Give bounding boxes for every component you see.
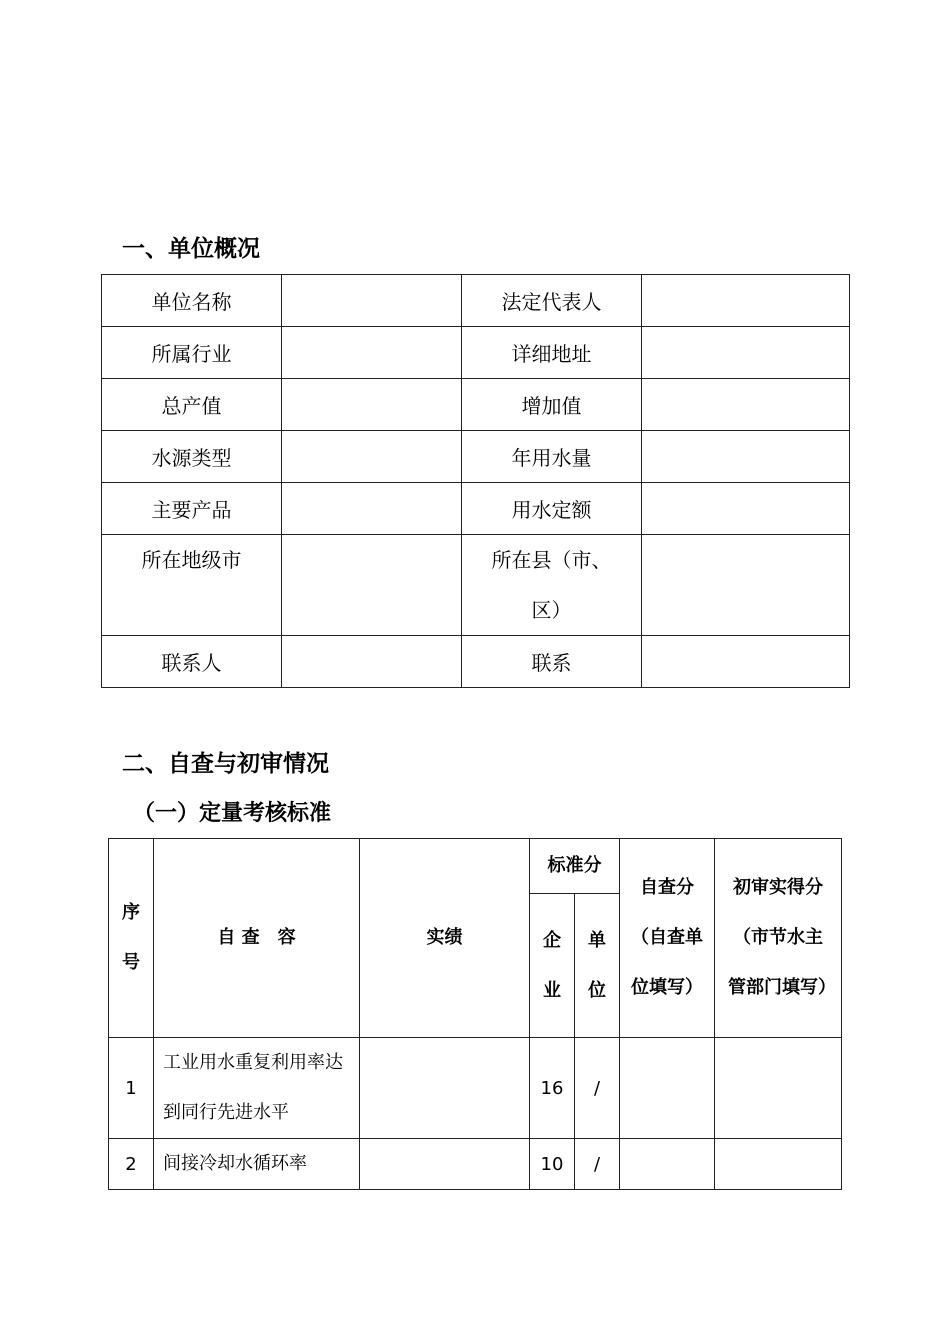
header-content: 自 查 容: [154, 839, 360, 1038]
value-cell[interactable]: [642, 535, 850, 636]
label-city: 所在地级市: [102, 535, 282, 636]
header-unit: [575, 894, 620, 1038]
label-county: [462, 535, 642, 636]
row-unit-score: /: [575, 1139, 620, 1190]
value-cell[interactable]: [282, 275, 462, 327]
row-enterprise-score: 16: [530, 1038, 575, 1139]
label-contact: 联系: [462, 636, 642, 688]
header-review-score: [715, 839, 842, 1038]
table-row: [102, 431, 850, 483]
row-self-score[interactable]: [620, 1038, 715, 1139]
header-enterprise-text: 企业: [543, 929, 561, 1001]
header-self-score-text: 自查分（自查单位填写）: [631, 877, 703, 998]
table-row: [102, 275, 850, 327]
table-row: [102, 483, 850, 535]
label-contact-person: 联系人: [102, 636, 282, 688]
label-address: 详细地址: [462, 327, 642, 379]
row-content: 间接冷却水循环率: [154, 1139, 360, 1190]
header-enterprise: [530, 894, 575, 1038]
label-water-source: 水源类型: [102, 431, 282, 483]
value-cell[interactable]: [282, 483, 462, 535]
label-annual-water: 年用水量: [462, 431, 642, 483]
table-row: [102, 379, 850, 431]
header-review-score-text: 初审实得分（市节水主管部门填写）: [728, 877, 836, 998]
table-row: [102, 327, 850, 379]
table-row: [102, 636, 850, 688]
value-cell[interactable]: [282, 535, 462, 636]
row-content: 工业用水重复利用率达到同行先进水平: [154, 1038, 360, 1139]
header-seq-text: 序号: [122, 902, 140, 973]
value-cell[interactable]: [282, 379, 462, 431]
label-unit-name: 单位名称: [102, 275, 282, 327]
label-legal-rep: 法定代表人: [462, 275, 642, 327]
table-row: [102, 535, 850, 636]
value-cell[interactable]: [642, 327, 850, 379]
row-performance[interactable]: [360, 1038, 530, 1139]
unit-overview-table: [101, 274, 850, 688]
row-review-score[interactable]: [715, 1139, 842, 1190]
table-row: [109, 1139, 842, 1190]
header-seq: [109, 839, 154, 1038]
label-water-quota: 用水定额: [462, 483, 642, 535]
quantitative-assessment-table: [108, 838, 842, 1190]
table-row: [109, 1038, 842, 1139]
row-review-score[interactable]: [715, 1038, 842, 1139]
header-row: [109, 839, 842, 894]
row-seq: 2: [109, 1139, 154, 1190]
header-standard-score: 标准分: [530, 839, 620, 894]
row-unit-score: /: [575, 1038, 620, 1139]
row-seq: 1: [109, 1038, 154, 1139]
row-performance[interactable]: [360, 1139, 530, 1190]
label-main-products: 主要产品: [102, 483, 282, 535]
header-unit-text: 单位: [588, 929, 606, 1001]
header-self-score: [620, 839, 715, 1038]
section-1-heading: 一、单位概况: [122, 236, 260, 262]
row-enterprise-score: 10: [530, 1139, 575, 1190]
value-cell[interactable]: [642, 431, 850, 483]
value-cell[interactable]: [642, 275, 850, 327]
value-cell[interactable]: [642, 379, 850, 431]
label-added-value: 增加值: [462, 379, 642, 431]
value-cell[interactable]: [642, 636, 850, 688]
label-output-value: 总产值: [102, 379, 282, 431]
row-self-score[interactable]: [620, 1139, 715, 1190]
section-2-subheading: （一）定量考核标准: [133, 801, 332, 826]
value-cell[interactable]: [282, 431, 462, 483]
label-industry: 所属行业: [102, 327, 282, 379]
header-performance: 实绩: [360, 839, 530, 1038]
value-cell[interactable]: [282, 327, 462, 379]
value-cell[interactable]: [642, 483, 850, 535]
value-cell[interactable]: [282, 636, 462, 688]
section-2-heading: 二、自查与初审情况: [122, 751, 329, 777]
label-county-text: 所在县（市、区）: [491, 548, 612, 622]
